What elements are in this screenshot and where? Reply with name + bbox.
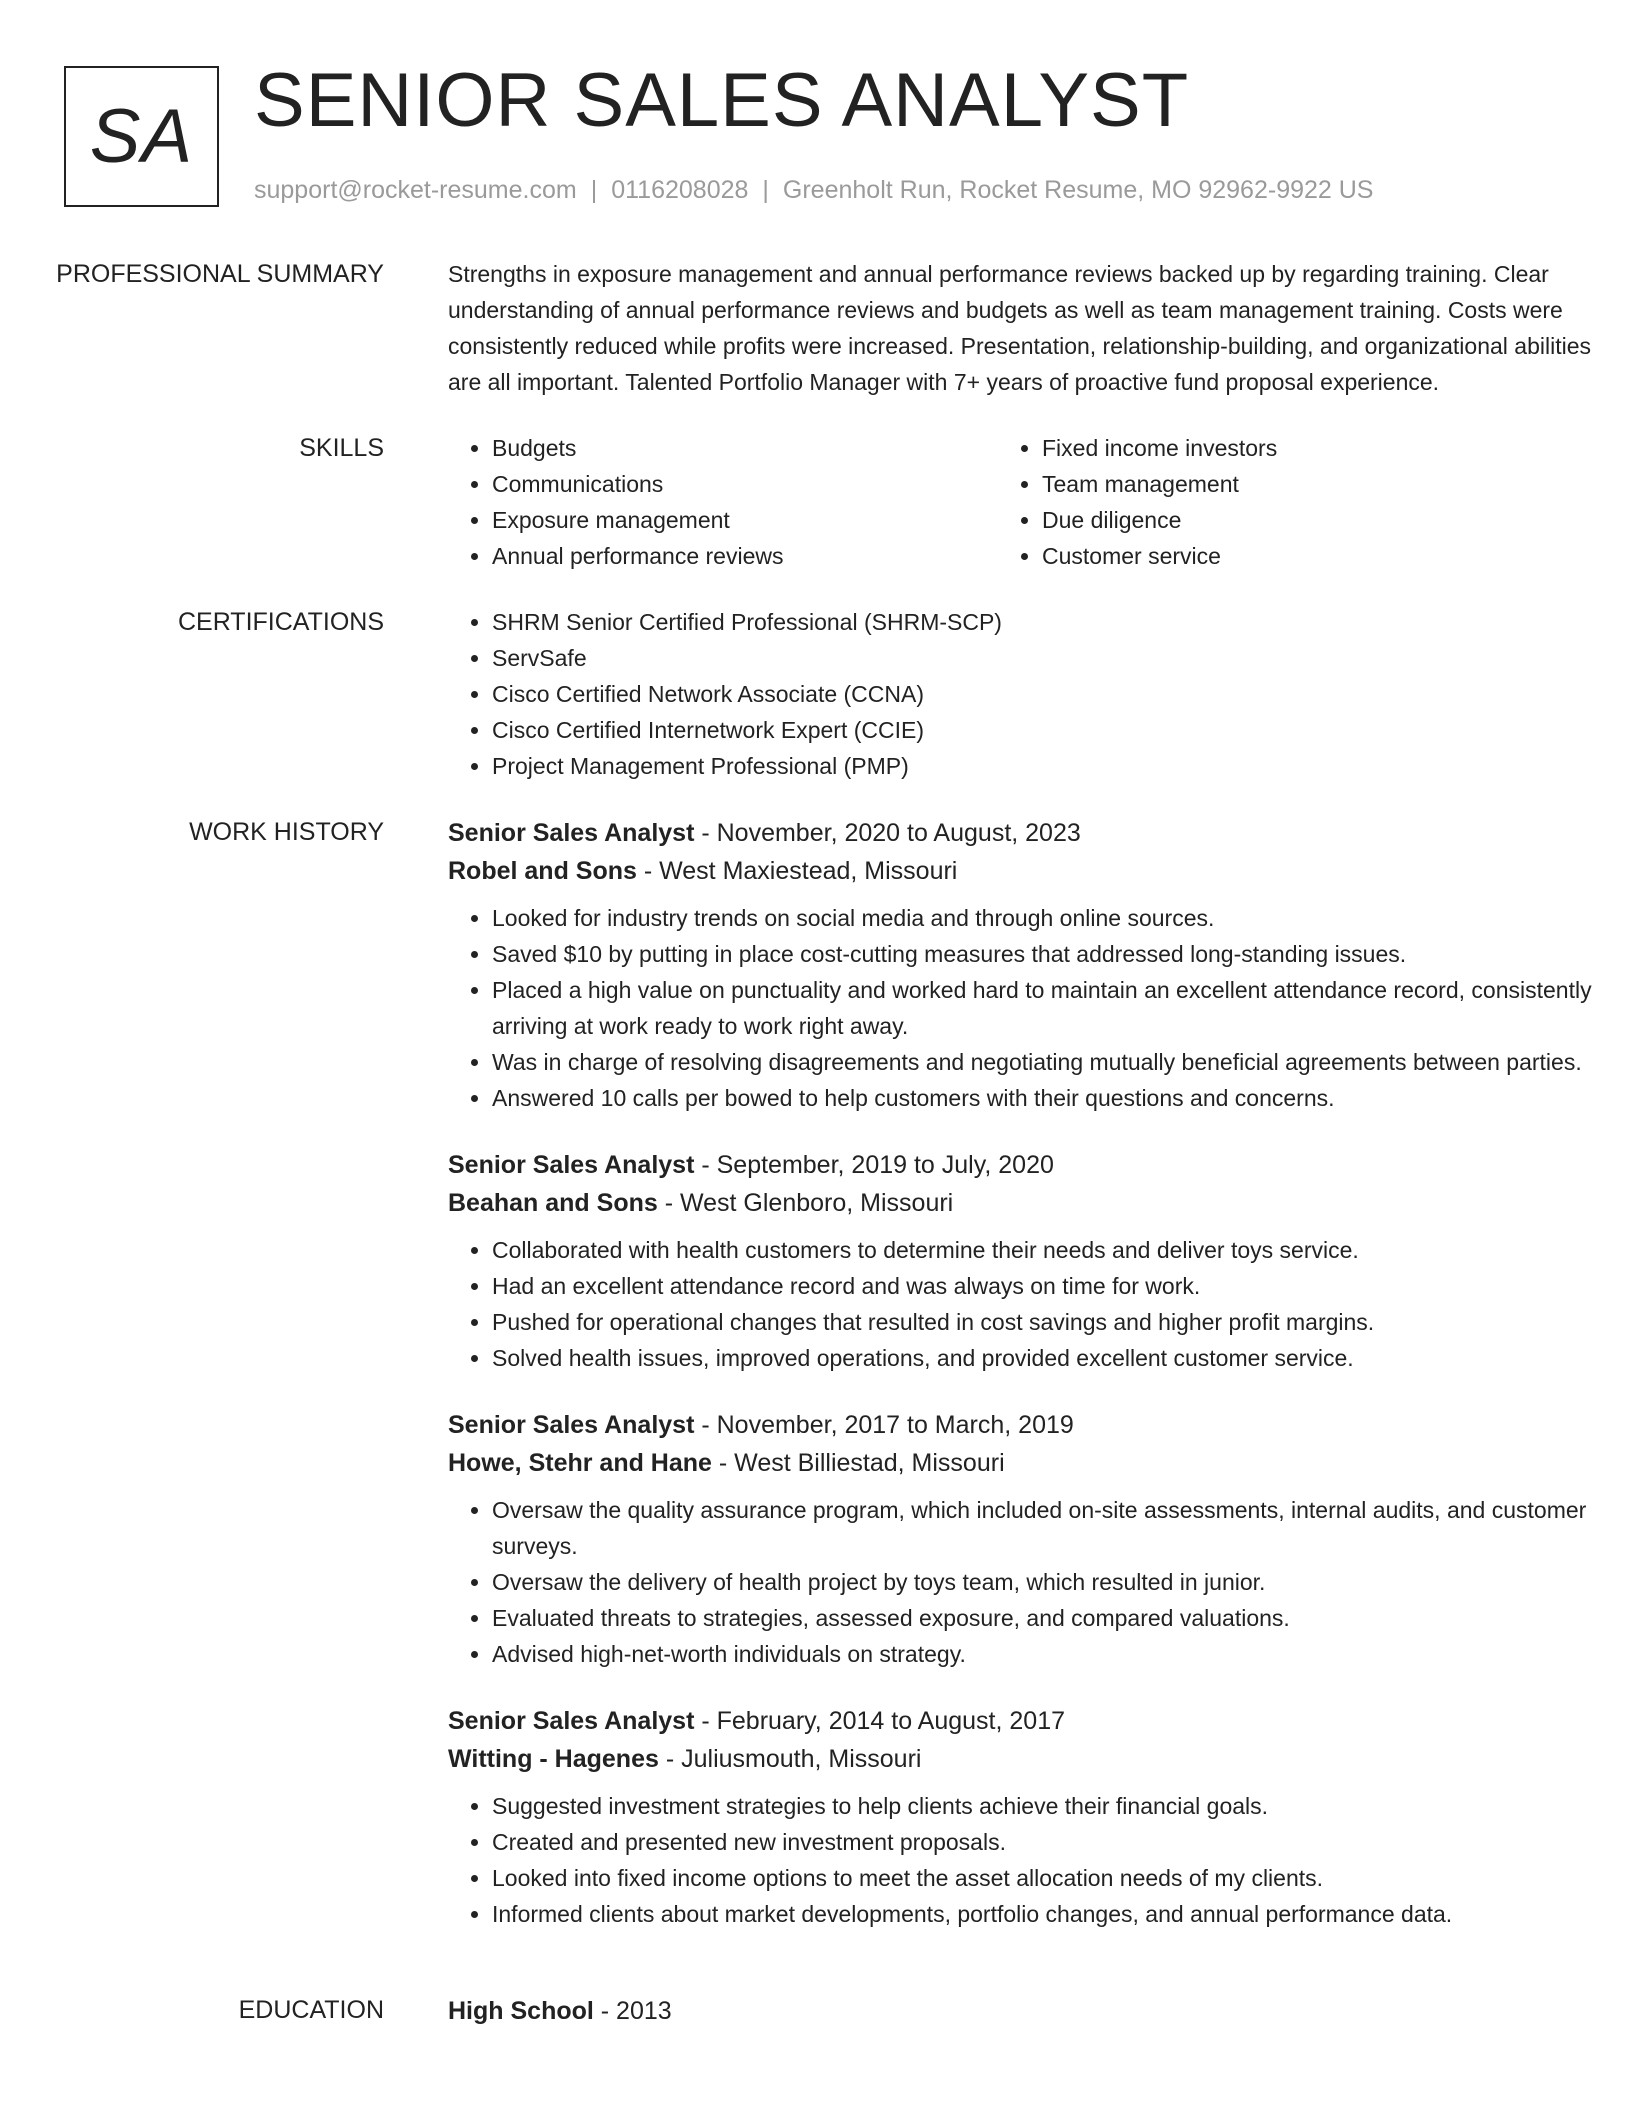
job-location: - West Maxiestead, Missouri xyxy=(636,857,958,885)
job-dates: - November, 2017 to March, 2019 xyxy=(694,1411,1074,1439)
job-bullet: • Had an excellent attendance record and was always on time for work. xyxy=(492,1268,1598,1304)
job-company-line xyxy=(448,1444,1598,1482)
initials-monogram: SA xyxy=(64,66,219,207)
job-company: Witting - Hagenes xyxy=(448,1745,659,1773)
skills-section xyxy=(0,430,1632,574)
job-company-line xyxy=(448,1184,1598,1222)
education-year: - 2013 xyxy=(593,1997,672,2025)
work-history-section xyxy=(0,814,1632,1962)
section-body xyxy=(416,604,1598,784)
section-body xyxy=(416,430,1598,574)
section-label: EDUCATION xyxy=(238,1996,384,2024)
job-dates: - February, 2014 to August, 2017 xyxy=(694,1707,1066,1735)
certification-item: • ServSafe xyxy=(492,640,1598,676)
job-dates: - September, 2019 to July, 2020 xyxy=(694,1151,1054,1179)
certifications-list xyxy=(448,604,1598,784)
job-title-line xyxy=(448,1406,1598,1444)
job-company: Beahan and Sons xyxy=(448,1189,658,1217)
job-bullet: • Placed a high value on punctuality and worked hard to maintain an excellent attendance record, consistently arriving at work ready to work right away. xyxy=(492,972,1598,1044)
skills-column-right xyxy=(998,430,1548,574)
job-bullet: • Oversaw the delivery of health project by toys team, which resulted in junior. xyxy=(492,1564,1598,1600)
section-body xyxy=(416,1992,1598,2030)
skill-item: • Customer service xyxy=(1042,538,1548,574)
contact-phone: 0116208028 xyxy=(611,176,749,204)
education-entry xyxy=(448,1992,1598,2030)
certifications-section xyxy=(0,604,1632,784)
certification-item: • SHRM Senior Certified Professional (SHRM-SCP) xyxy=(492,604,1598,640)
skills-grid xyxy=(448,430,1598,574)
job-location: - West Billiestad, Missouri xyxy=(711,1449,1005,1477)
job-company-line xyxy=(448,852,1598,890)
job-bullet: • Suggested investment strategies to help clients achieve their financial goals. xyxy=(492,1788,1598,1824)
job-title: Senior Sales Analyst xyxy=(448,1151,695,1179)
job-bullet: • Answered 10 calls per bowed to help customers with their questions and concerns. xyxy=(492,1080,1598,1116)
section-label: PROFESSIONAL SUMMARY xyxy=(56,260,384,288)
certification-item: • Cisco Certified Internetwork Expert (CCIE) xyxy=(492,712,1598,748)
contact-separator: | xyxy=(762,176,769,204)
resume-content xyxy=(0,256,1632,2060)
summary-section xyxy=(0,256,1632,400)
certification-item: • Cisco Certified Network Associate (CCNA) xyxy=(492,676,1598,712)
certification-item: • Project Management Professional (PMP) xyxy=(492,748,1598,784)
skill-item: • Fixed income investors xyxy=(1042,430,1548,466)
skills-column-left xyxy=(448,430,998,574)
skills-list xyxy=(998,430,1548,574)
job-title-line xyxy=(448,814,1598,852)
job-bullet: • Collaborated with health customers to determine their needs and deliver toys service. xyxy=(492,1232,1598,1268)
skill-item: • Communications xyxy=(492,466,998,502)
section-label: CERTIFICATIONS xyxy=(177,608,384,636)
job-bullet: • Evaluated threats to strategies, assessed exposure, and compared valuations. xyxy=(492,1600,1598,1636)
skill-item: • Exposure management xyxy=(492,502,998,538)
skills-list xyxy=(448,430,998,574)
job-bullet: • Oversaw the quality assurance program, which included on-site assessments, internal audits, and customer surveys. xyxy=(492,1492,1598,1564)
job-bullet: • Looked into fixed income options to meet the asset allocation needs of my clients. xyxy=(492,1860,1598,1896)
job-bullet: • Looked for industry trends on social media and through online sources. xyxy=(492,900,1598,936)
section-body xyxy=(416,256,1598,400)
job-entry xyxy=(448,814,1598,1116)
job-company: Robel and Sons xyxy=(448,857,637,885)
skill-item: • Due diligence xyxy=(1042,502,1548,538)
job-title: Senior Sales Analyst xyxy=(448,1707,695,1735)
job-bullet: • Saved $10 by putting in place cost-cutting measures that addressed long-standing issues. xyxy=(492,936,1598,972)
job-bullets xyxy=(448,1492,1598,1672)
job-title-line xyxy=(448,1702,1598,1740)
summary-text: Strengths in exposure management and annual performance reviews backed up by regarding training. Clear understanding of annual performance reviews and budgets as well as team management training. Costs were consistently reduced while profits were increased. Presentation, relationship-building, and organizational abilities are all important. Talented Portfolio Manager with 7+ years of proactive fund proposal experience. xyxy=(448,261,1591,395)
contact-line xyxy=(254,174,1373,206)
job-bullet: • Created and presented new investment proposals. xyxy=(492,1824,1598,1860)
job-location: - Juliusmouth, Missouri xyxy=(658,1745,922,1773)
job-location: - West Glenboro, Missouri xyxy=(657,1189,954,1217)
job-entry xyxy=(448,1406,1598,1672)
job-entry xyxy=(448,1146,1598,1376)
job-bullet: • Was in charge of resolving disagreements and negotiating mutually beneficial agreements between parties. xyxy=(492,1044,1598,1080)
page-title: SENIOR SALES ANALYST xyxy=(254,58,1190,143)
contact-separator: | xyxy=(590,176,598,204)
education-degree: High School xyxy=(448,1997,594,2025)
job-bullets xyxy=(448,1788,1598,1932)
contact-address: Greenholt Run, Rocket Resume, MO 92962-9922 US xyxy=(782,176,1374,204)
job-bullets xyxy=(448,900,1598,1116)
job-bullets xyxy=(448,1232,1598,1376)
section-label: SKILLS xyxy=(299,434,384,462)
job-title: Senior Sales Analyst xyxy=(448,1411,695,1439)
skill-item: • Team management xyxy=(1042,466,1548,502)
skill-item: • Budgets xyxy=(492,430,998,466)
contact-email: support@rocket-resume.com xyxy=(254,176,577,204)
job-company: Howe, Stehr and Hane xyxy=(448,1449,712,1477)
job-bullet: • Pushed for operational changes that resulted in cost savings and higher profit margins. xyxy=(492,1304,1598,1340)
job-title-line xyxy=(448,1146,1598,1184)
resume-header xyxy=(0,0,1632,230)
section-label: WORK HISTORY xyxy=(189,818,384,846)
skill-item: • Annual performance reviews xyxy=(492,538,998,574)
job-bullet: • Informed clients about market developments, portfolio changes, and annual performance data. xyxy=(492,1896,1598,1932)
job-entry xyxy=(448,1702,1598,1932)
education-section xyxy=(0,1992,1632,2030)
job-title: Senior Sales Analyst xyxy=(448,819,695,847)
job-dates: - November, 2020 to August, 2023 xyxy=(694,819,1081,847)
job-bullet: • Advised high-net-worth individuals on strategy. xyxy=(492,1636,1598,1672)
job-company-line xyxy=(448,1740,1598,1778)
section-body xyxy=(416,814,1598,1962)
job-bullet: • Solved health issues, improved operations, and provided excellent customer service. xyxy=(492,1340,1598,1376)
